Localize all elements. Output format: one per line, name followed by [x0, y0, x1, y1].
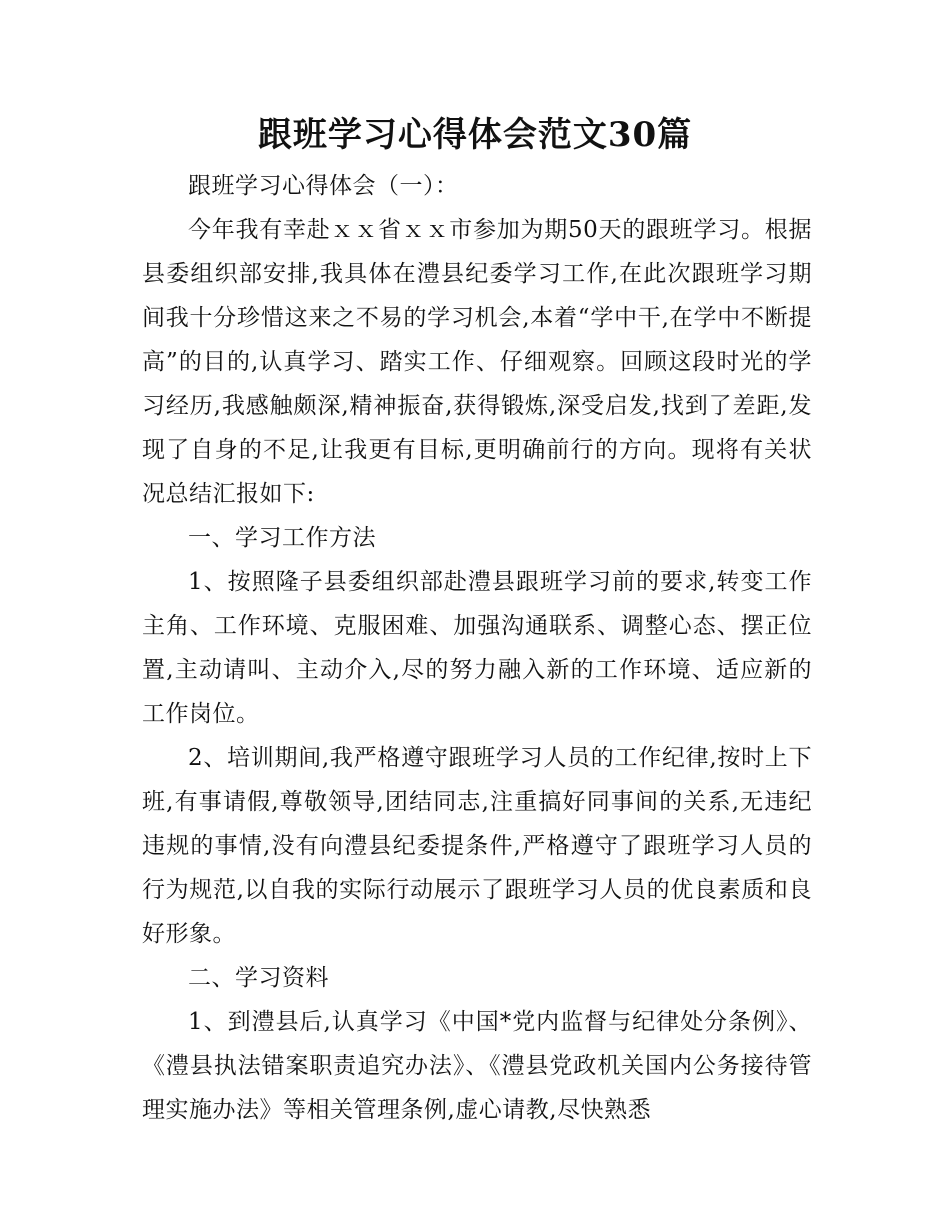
document-body [142, 164, 812, 1132]
document-title: 跟班学习心得体会范文30篇 [257, 115, 693, 155]
intro-paragraph: 今年我有幸赴ｘｘ省ｘｘ市参加为期50天的跟班学习。根据县委组织部安排,我具体在澧县纪委学习工作,在此次跟班学习期间我十分珍惜这来之不易的学习机会,本着“学中干,在学中不断提高”的目的,认真学习、踏实工作、仔细观察。回顾这段时光的学习经历,我感触颇深,精神振奋,获得锻炼,深受启发,找到了差距,发现了自身的不足,让我更有目标,更明确前行的方向。现将有关状况总结汇报如下: [142, 217, 812, 507]
section-heading-materials: 二、学习资料 [188, 965, 329, 991]
section-heading-methods: 一、学习工作方法 [188, 525, 376, 551]
materials-item-1: 1、到澧县后,认真学习《中国*党内监督与纪律处分条例》、《澧县执法错案职责追究办法》、《澧县党政机关国内公务接待管理实施办法》等相关管理条例,虚心请教,尽快熟悉 [142, 1009, 812, 1123]
methods-item-1: 1、按照隆子县委组织部赴澧县跟班学习前的要求,转变工作主角、工作环境、克服困难、加强沟通联系、调整心态、摆正位置,主动请叫、主动介入,尽的努力融入新的工作环境、适应新的工作岗位。 [142, 569, 812, 727]
section-heading-part-one: 跟班学习心得体会（一）： [188, 173, 459, 199]
methods-item-2: 2、培训期间,我严格遵守跟班学习人员的工作纪律,按时上下班,有事请假,尊敬领导,团结同志,注重搞好同事间的关系,无违纪违规的事情,没有向澧县纪委提条件,严格遵守了跟班学习人员的行为规范,以自我的实际行动展示了跟班学习人员的优良素质和良好形象。 [142, 745, 812, 947]
